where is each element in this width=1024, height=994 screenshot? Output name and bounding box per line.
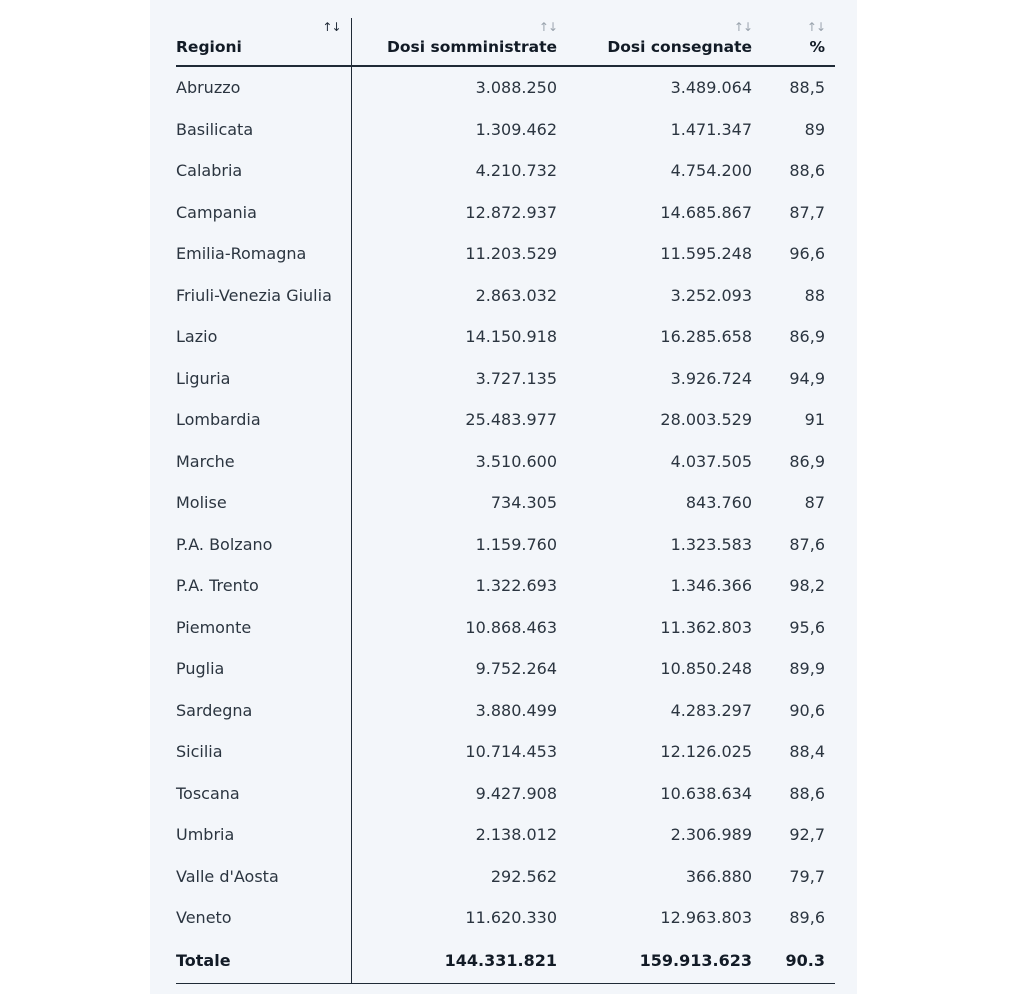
column-header-label: Dosi consegnate bbox=[607, 38, 752, 56]
cell-region: Marche bbox=[176, 441, 351, 483]
cell-region: Emilia-Romagna bbox=[176, 233, 351, 275]
cell-percent: 87 bbox=[804, 493, 825, 513]
cell-dosi-somministrate: 1.322.693 bbox=[475, 576, 557, 596]
table-panel bbox=[150, 0, 857, 994]
cell-region: Puglia bbox=[176, 648, 351, 690]
cell-percent: 88,5 bbox=[789, 78, 825, 98]
cell-region: Valle d'Aosta bbox=[176, 856, 351, 898]
cell-dosi-consegnate: 11.362.803 bbox=[660, 617, 752, 637]
cell-region: P.A. Trento bbox=[176, 565, 351, 607]
table-row bbox=[176, 731, 835, 773]
header-row bbox=[176, 18, 835, 66]
cell-dosi-consegnate: 16.285.658 bbox=[660, 327, 752, 347]
table-row bbox=[176, 150, 835, 192]
total-row bbox=[176, 939, 835, 984]
cell-region: Lazio bbox=[176, 316, 351, 358]
sort-icon[interactable]: ↑↓ bbox=[538, 20, 557, 34]
cell-dosi-consegnate: 3.489.064 bbox=[670, 78, 752, 98]
cell-region: Basilicata bbox=[176, 109, 351, 151]
cell-region: Friuli-Venezia Giulia bbox=[176, 275, 351, 317]
cell-dosi-consegnate: 11.595.248 bbox=[660, 244, 752, 264]
cell-dosi-somministrate: 3.088.250 bbox=[475, 78, 557, 98]
cell-region: Piemonte bbox=[176, 607, 351, 649]
cell-dosi-somministrate: 3.727.135 bbox=[475, 368, 557, 388]
sort-icon[interactable]: ↑↓ bbox=[733, 20, 752, 34]
vaccine-doses-table bbox=[176, 18, 835, 984]
cell-dosi-somministrate: 2.863.032 bbox=[475, 285, 557, 305]
cell-dosi-consegnate: 10.850.248 bbox=[660, 659, 752, 679]
cell-dosi-somministrate: 12.872.937 bbox=[465, 202, 557, 222]
cell-dosi-consegnate: 14.685.867 bbox=[660, 202, 752, 222]
cell-dosi-somministrate: 9.427.908 bbox=[475, 783, 557, 803]
cell-dosi-somministrate: 4.210.732 bbox=[475, 161, 557, 181]
table-row bbox=[176, 856, 835, 898]
cell-dosi-somministrate: 14.150.918 bbox=[465, 327, 557, 347]
cell-dosi-somministrate: 1.159.760 bbox=[475, 534, 557, 554]
cell-percent: 87,6 bbox=[789, 534, 825, 554]
cell-percent: 86,9 bbox=[789, 451, 825, 471]
cell-percent: 94,9 bbox=[789, 368, 825, 388]
cell-dosi-consegnate: 1.323.583 bbox=[670, 534, 752, 554]
column-header-label: Dosi somministrate bbox=[387, 38, 557, 56]
cell-dosi-consegnate: 843.760 bbox=[685, 493, 752, 513]
cell-dosi-consegnate: 28.003.529 bbox=[660, 410, 752, 430]
column-header-percent[interactable] bbox=[762, 18, 835, 66]
cell-dosi-consegnate: 4.283.297 bbox=[670, 700, 752, 720]
table-row bbox=[176, 358, 835, 400]
table-row bbox=[176, 275, 835, 317]
table-row bbox=[176, 524, 835, 566]
cell-percent: 88,6 bbox=[789, 161, 825, 181]
cell-dosi-somministrate: 11.620.330 bbox=[465, 908, 557, 928]
cell-dosi-somministrate: 292.562 bbox=[490, 866, 557, 886]
column-header-regioni[interactable] bbox=[176, 18, 351, 66]
cell-dosi-consegnate: 10.638.634 bbox=[660, 783, 752, 803]
table-row bbox=[176, 482, 835, 524]
table-row bbox=[176, 399, 835, 441]
cell-percent: 89 bbox=[804, 119, 825, 139]
cell-region: Molise bbox=[176, 482, 351, 524]
cell-dosi-consegnate: 12.963.803 bbox=[660, 908, 752, 928]
cell-region: Abruzzo bbox=[176, 66, 351, 109]
cell-percent: 88 bbox=[804, 285, 825, 305]
cell-dosi-somministrate: 10.714.453 bbox=[465, 742, 557, 762]
cell-percent: 95,6 bbox=[789, 617, 825, 637]
cell-dosi-consegnate: 1.346.366 bbox=[670, 576, 752, 596]
cell-dosi-somministrate: 10.868.463 bbox=[465, 617, 557, 637]
cell-region: Calabria bbox=[176, 150, 351, 192]
column-header-label: % bbox=[809, 38, 825, 56]
table-row bbox=[176, 897, 835, 939]
cell-percent: 92,7 bbox=[789, 825, 825, 845]
cell-dosi-consegnate: 3.252.093 bbox=[670, 285, 752, 305]
cell-dosi-consegnate: 4.754.200 bbox=[670, 161, 752, 181]
cell-dosi-consegnate: 3.926.724 bbox=[670, 368, 752, 388]
table-row bbox=[176, 192, 835, 234]
column-header-dosi-somministrate[interactable] bbox=[351, 18, 567, 66]
cell-percent: 96,6 bbox=[789, 244, 825, 264]
cell-dosi-consegnate: 12.126.025 bbox=[660, 742, 752, 762]
cell-dosi-somministrate: 3.510.600 bbox=[475, 451, 557, 471]
cell-percent: 86,9 bbox=[789, 327, 825, 347]
cell-dosi-somministrate: 2.138.012 bbox=[475, 825, 557, 845]
cell-percent: 89,9 bbox=[789, 659, 825, 679]
cell-dosi-consegnate: 4.037.505 bbox=[670, 451, 752, 471]
table-row bbox=[176, 316, 835, 358]
cell-percent: 88,4 bbox=[789, 742, 825, 762]
cell-percent: 88,6 bbox=[789, 783, 825, 803]
cell-total-label: Totale bbox=[176, 939, 351, 984]
table-row bbox=[176, 773, 835, 815]
table-row bbox=[176, 565, 835, 607]
sort-icon[interactable]: ↑↓ bbox=[806, 20, 825, 34]
cell-percent: 91 bbox=[804, 410, 825, 430]
cell-region: Campania bbox=[176, 192, 351, 234]
table-row bbox=[176, 109, 835, 151]
sort-icon[interactable]: ↑↓ bbox=[322, 20, 341, 34]
cell-percent: 87,7 bbox=[789, 202, 825, 222]
table-row bbox=[176, 441, 835, 483]
cell-region: Liguria bbox=[176, 358, 351, 400]
cell-dosi-somministrate: 25.483.977 bbox=[465, 410, 557, 430]
cell-total-dosi-consegnate: 159.913.623 bbox=[567, 939, 762, 984]
table-row bbox=[176, 690, 835, 732]
table-row bbox=[176, 66, 835, 109]
cell-percent: 79,7 bbox=[789, 866, 825, 886]
column-header-dosi-consegnate[interactable] bbox=[567, 18, 762, 66]
cell-total-dosi-somministrate: 144.331.821 bbox=[351, 939, 567, 984]
cell-region: Sicilia bbox=[176, 731, 351, 773]
cell-region: Lombardia bbox=[176, 399, 351, 441]
cell-region: Toscana bbox=[176, 773, 351, 815]
cell-region: Sardegna bbox=[176, 690, 351, 732]
cell-dosi-somministrate: 3.880.499 bbox=[475, 700, 557, 720]
cell-region: P.A. Bolzano bbox=[176, 524, 351, 566]
table-row bbox=[176, 233, 835, 275]
cell-region: Veneto bbox=[176, 897, 351, 939]
cell-dosi-consegnate: 1.471.347 bbox=[670, 119, 752, 139]
cell-percent: 90,6 bbox=[789, 700, 825, 720]
cell-dosi-somministrate: 9.752.264 bbox=[475, 659, 557, 679]
cell-dosi-somministrate: 11.203.529 bbox=[465, 244, 557, 264]
cell-percent: 98,2 bbox=[789, 576, 825, 596]
table-row bbox=[176, 607, 835, 649]
cell-total-percent: 90.3 bbox=[762, 939, 835, 984]
column-header-label: Regioni bbox=[176, 38, 242, 56]
cell-dosi-somministrate: 734.305 bbox=[490, 493, 557, 513]
cell-dosi-somministrate: 1.309.462 bbox=[475, 119, 557, 139]
cell-dosi-consegnate: 2.306.989 bbox=[670, 825, 752, 845]
cell-dosi-consegnate: 366.880 bbox=[685, 866, 752, 886]
cell-percent: 89,6 bbox=[789, 908, 825, 928]
table-row bbox=[176, 814, 835, 856]
cell-region: Umbria bbox=[176, 814, 351, 856]
table-row bbox=[176, 648, 835, 690]
